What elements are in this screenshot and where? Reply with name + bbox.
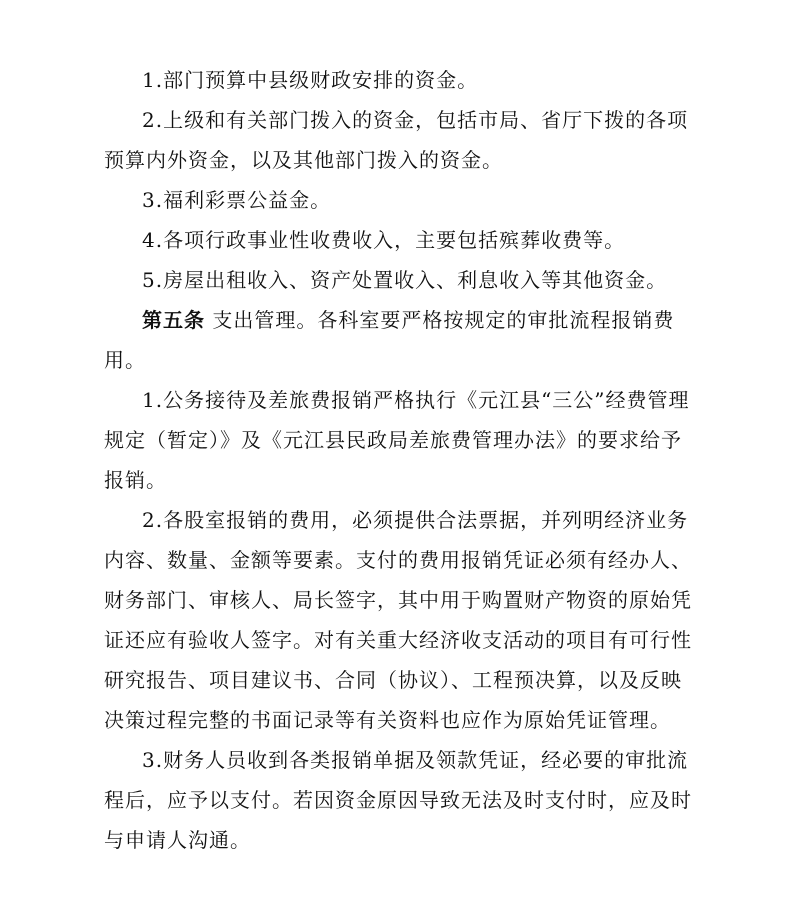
expense-item-2-line-5: 研究报告、项目建议书、合同（协议）、工程预决算，以及反映: [104, 668, 682, 692]
article-5-heading: 第五条: [142, 308, 205, 332]
income-item-3: 3.福利彩票公益金。: [142, 188, 332, 212]
expense-item-3-line-2: 程后，应予以支付。若因资金原因导致无法及时支付时，应及时: [104, 788, 692, 812]
expense-item-2-line-2: 内容、数量、金额等要素。支付的费用报销凭证必须有经办人、: [104, 548, 692, 572]
income-item-2-line-1: 2.上级和有关部门拨入的资金，包括市局、省厅下拨的各项: [142, 108, 689, 132]
expense-item-2-line-4: 证还应有验收人签字。对有关重大经济收支活动的项目有可行性: [104, 628, 692, 652]
expense-item-2-line-3: 财务部门、审核人、局长签字，其中用于购置财产物资的原始凭: [104, 588, 692, 612]
expense-item-3-line-3: 与申请人沟通。: [104, 828, 251, 852]
article-5-text: 支出管理。各科室要严格按规定的审批流程报销费: [205, 308, 675, 332]
expense-item-3-line-1: 3.财务人员收到各类报销单据及领款凭证，经必要的审批流: [142, 748, 689, 772]
article-5-line-2: 用。: [104, 348, 146, 372]
income-item-5: 5.房屋出租收入、资产处置收入、利息收入等其他资金。: [142, 268, 668, 292]
income-item-4: 4.各项行政事业性收费收入，主要包括殡葬收费等。: [142, 228, 626, 252]
expense-item-1-line-1: 1.公务接待及差旅费报销严格执行《元江县“三公”经费管理: [142, 388, 690, 412]
article-5-line-1: [142, 308, 704, 332]
expense-item-1-line-2: 规定（暂定）》及《元江县民政局差旅费管理办法》的要求给予: [104, 428, 682, 452]
income-item-1: 1.部门预算中县级财政安排的资金。: [142, 68, 479, 92]
expense-item-1-line-3: 报销。: [104, 468, 167, 492]
expense-item-2-line-6: 决策过程完整的书面记录等有关资料也应作为原始凭证管理。: [104, 708, 671, 732]
income-item-2-line-2: 预算内外资金，以及其他部门拨入的资金。: [104, 148, 503, 172]
expense-item-2-line-1: 2.各股室报销的费用，必须提供合法票据，并列明经济业务: [142, 508, 689, 532]
